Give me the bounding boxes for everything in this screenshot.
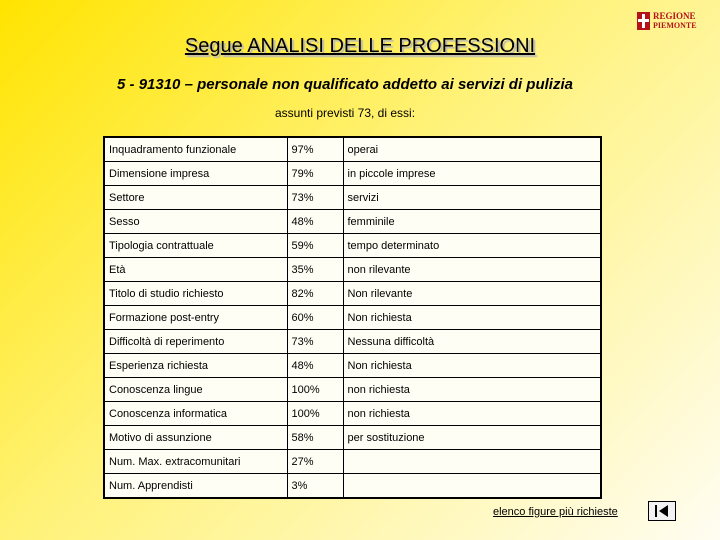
row-label: Tipologia contrattuale <box>104 234 287 258</box>
row-label: Settore <box>104 186 287 210</box>
table-row <box>104 402 601 426</box>
most-requested-figures-link[interactable]: elenco figure più richieste <box>493 506 618 518</box>
back-to-start-button[interactable] <box>648 501 676 521</box>
row-percent: 3% <box>287 474 343 499</box>
row-percent: 100% <box>287 378 343 402</box>
table-row <box>104 137 601 162</box>
back-to-start-icon <box>652 504 672 518</box>
row-percent: 73% <box>287 330 343 354</box>
hires-summary: assunti previsti 73, di essi: <box>274 106 416 120</box>
row-percent: 73% <box>287 186 343 210</box>
table-row <box>104 210 601 234</box>
row-percent: 82% <box>287 282 343 306</box>
row-value: operai <box>343 137 601 162</box>
row-percent: 35% <box>287 258 343 282</box>
table-row <box>104 282 601 306</box>
row-value: servizi <box>343 186 601 210</box>
row-percent: 58% <box>287 426 343 450</box>
table-row <box>104 330 601 354</box>
row-percent: 59% <box>287 234 343 258</box>
row-value: non richiesta <box>343 402 601 426</box>
table-row <box>104 354 601 378</box>
row-label: Sesso <box>104 210 287 234</box>
table-row <box>104 234 601 258</box>
row-value: tempo determinato <box>343 234 601 258</box>
row-value: per sostituzione <box>343 426 601 450</box>
row-value: femminile <box>343 210 601 234</box>
regione-piemonte-logo <box>637 12 697 30</box>
row-label: Età <box>104 258 287 282</box>
table-row <box>104 378 601 402</box>
row-percent: 27% <box>287 450 343 474</box>
table-row <box>104 258 601 282</box>
row-label: Formazione post-entry <box>104 306 287 330</box>
row-label: Esperienza richiesta <box>104 354 287 378</box>
row-percent: 100% <box>287 402 343 426</box>
row-label: Motivo di assunzione <box>104 426 287 450</box>
row-label: Dimensione impresa <box>104 162 287 186</box>
table-row <box>104 450 601 474</box>
row-label: Num. Max. extracomunitari <box>104 450 287 474</box>
profession-subtitle: 5 - 91310 – personale non qualificato addetto ai servizi di pulizia <box>117 76 573 93</box>
row-value: Nessuna difficoltà <box>343 330 601 354</box>
page-title: Segue ANALISI DELLE PROFESSIONI <box>184 35 536 57</box>
row-value: non rilevante <box>343 258 601 282</box>
table-row <box>104 162 601 186</box>
row-percent: 79% <box>287 162 343 186</box>
row-label: Conoscenza informatica <box>104 402 287 426</box>
row-percent: 97% <box>287 137 343 162</box>
table-row <box>104 426 601 450</box>
row-label: Inquadramento funzionale <box>104 137 287 162</box>
row-label: Num. Apprendisti <box>104 474 287 499</box>
logo-line-2: PIEMONTE <box>653 21 697 30</box>
regione-piemonte-logo-icon <box>637 12 650 30</box>
row-value: non richiesta <box>343 378 601 402</box>
row-label: Conoscenza lingue <box>104 378 287 402</box>
row-value <box>343 474 601 499</box>
logo-line-1: REGIONE <box>653 11 696 21</box>
row-percent: 48% <box>287 354 343 378</box>
table-row <box>104 306 601 330</box>
row-value: Non richiesta <box>343 306 601 330</box>
row-value: Non richiesta <box>343 354 601 378</box>
row-label: Titolo di studio richiesto <box>104 282 287 306</box>
row-percent: 60% <box>287 306 343 330</box>
table-row <box>104 474 601 499</box>
row-value: Non rilevante <box>343 282 601 306</box>
row-label: Difficoltà di reperimento <box>104 330 287 354</box>
profession-table <box>103 136 602 499</box>
row-percent: 48% <box>287 210 343 234</box>
row-value <box>343 450 601 474</box>
table-row <box>104 186 601 210</box>
row-value: in piccole imprese <box>343 162 601 186</box>
